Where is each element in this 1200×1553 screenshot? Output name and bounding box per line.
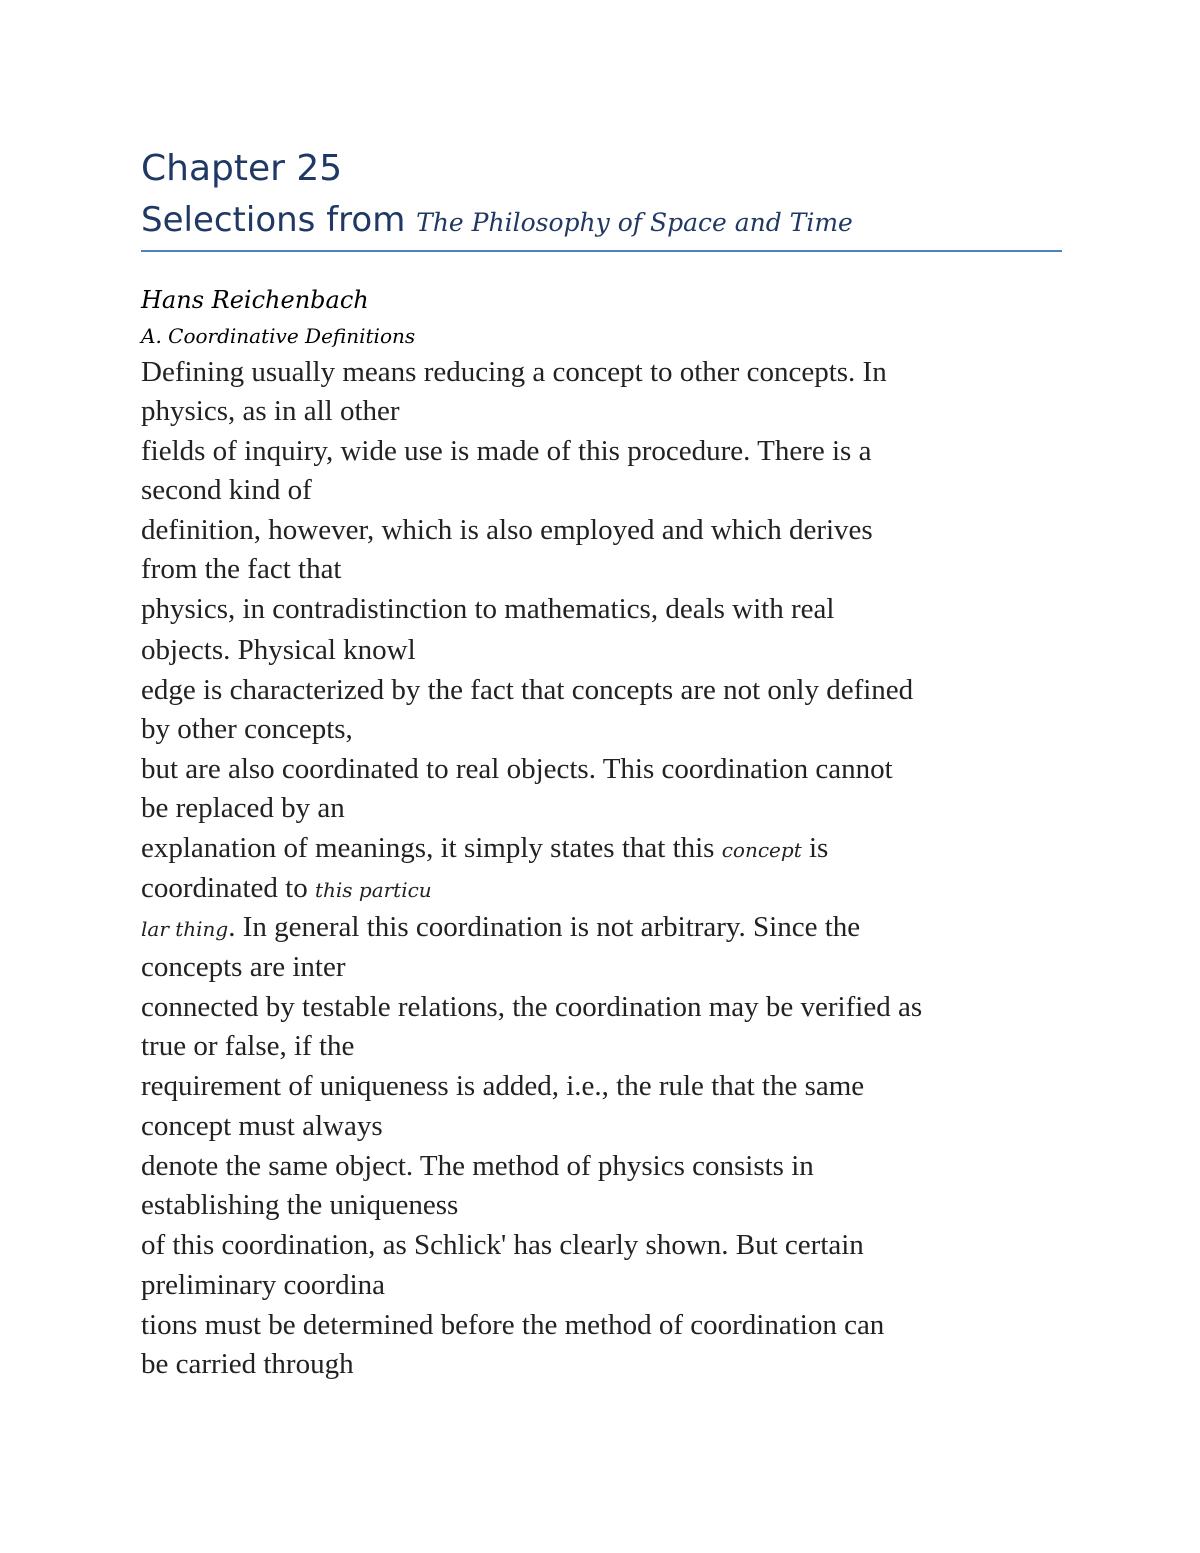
body-line: concept must always (141, 1110, 383, 1142)
body-line: objects. Physical knowl (141, 634, 416, 666)
selections-prefix: Selections from (141, 200, 406, 240)
body-line: requirement of uniqueness is added, i.e., the rule that the same (141, 1070, 865, 1102)
body-line: physics, in contradistinction to mathematics, deals with real (141, 593, 835, 625)
heading-divider (141, 250, 1062, 252)
body-text: is (801, 832, 829, 864)
body-line: Defining usually means reducing a concept to other concepts. In (141, 356, 887, 388)
body-line: be carried through (141, 1348, 354, 1380)
body-line: of this coordination, as Schlick' has clearly shown. But certain (141, 1229, 864, 1261)
body-line: connected by testable relations, the coordination may be verified as (141, 991, 923, 1023)
body-line (141, 907, 1081, 949)
author-name: Hans Reichenbach (141, 286, 369, 314)
chapter-subtitle (141, 198, 1071, 245)
body-line: tions must be determined before the method of coordination can (141, 1309, 885, 1341)
body-line (141, 828, 1081, 870)
chapter-heading: Chapter 25 (141, 148, 343, 189)
body-text: coordinated to (141, 872, 315, 904)
body-line: second kind of (141, 474, 312, 506)
body-line: fields of inquiry, wide use is made of this procedure. There is a (141, 435, 872, 467)
section-title: A. Coordinative Definitions (141, 324, 416, 348)
body-line: physics, as in all other (141, 395, 400, 427)
body-line: definition, however, which is also employed and which derives (141, 514, 873, 546)
body-line: denote the same object. The method of physics consists in (141, 1150, 814, 1182)
emphasis-this-particular: this particu (314, 878, 432, 902)
emphasis-concept: concept (721, 838, 802, 862)
body-line: establishing the uniqueness (141, 1189, 459, 1221)
body-line: be replaced by an (141, 792, 345, 824)
body-line: preliminary coordina (141, 1269, 385, 1301)
body-line: edge is characterized by the fact that concepts are not only defined (141, 674, 914, 706)
body-line: but are also coordinated to real objects. This coordination cannot (141, 753, 893, 785)
body-text: . In general this coordination is not arbitrary. Since the (228, 911, 861, 943)
book-title: The Philosophy of Space and Time (416, 208, 853, 237)
body-line: true or false, if the (141, 1030, 355, 1062)
body-line: from the fact that (141, 553, 342, 585)
emphasis-lar-thing: lar thing (141, 917, 229, 941)
body-line: by other concepts, (141, 713, 353, 745)
body-line (141, 868, 1081, 910)
body-line: concepts are inter (141, 951, 346, 983)
body-text: explanation of meanings, it simply states that this (141, 832, 722, 864)
